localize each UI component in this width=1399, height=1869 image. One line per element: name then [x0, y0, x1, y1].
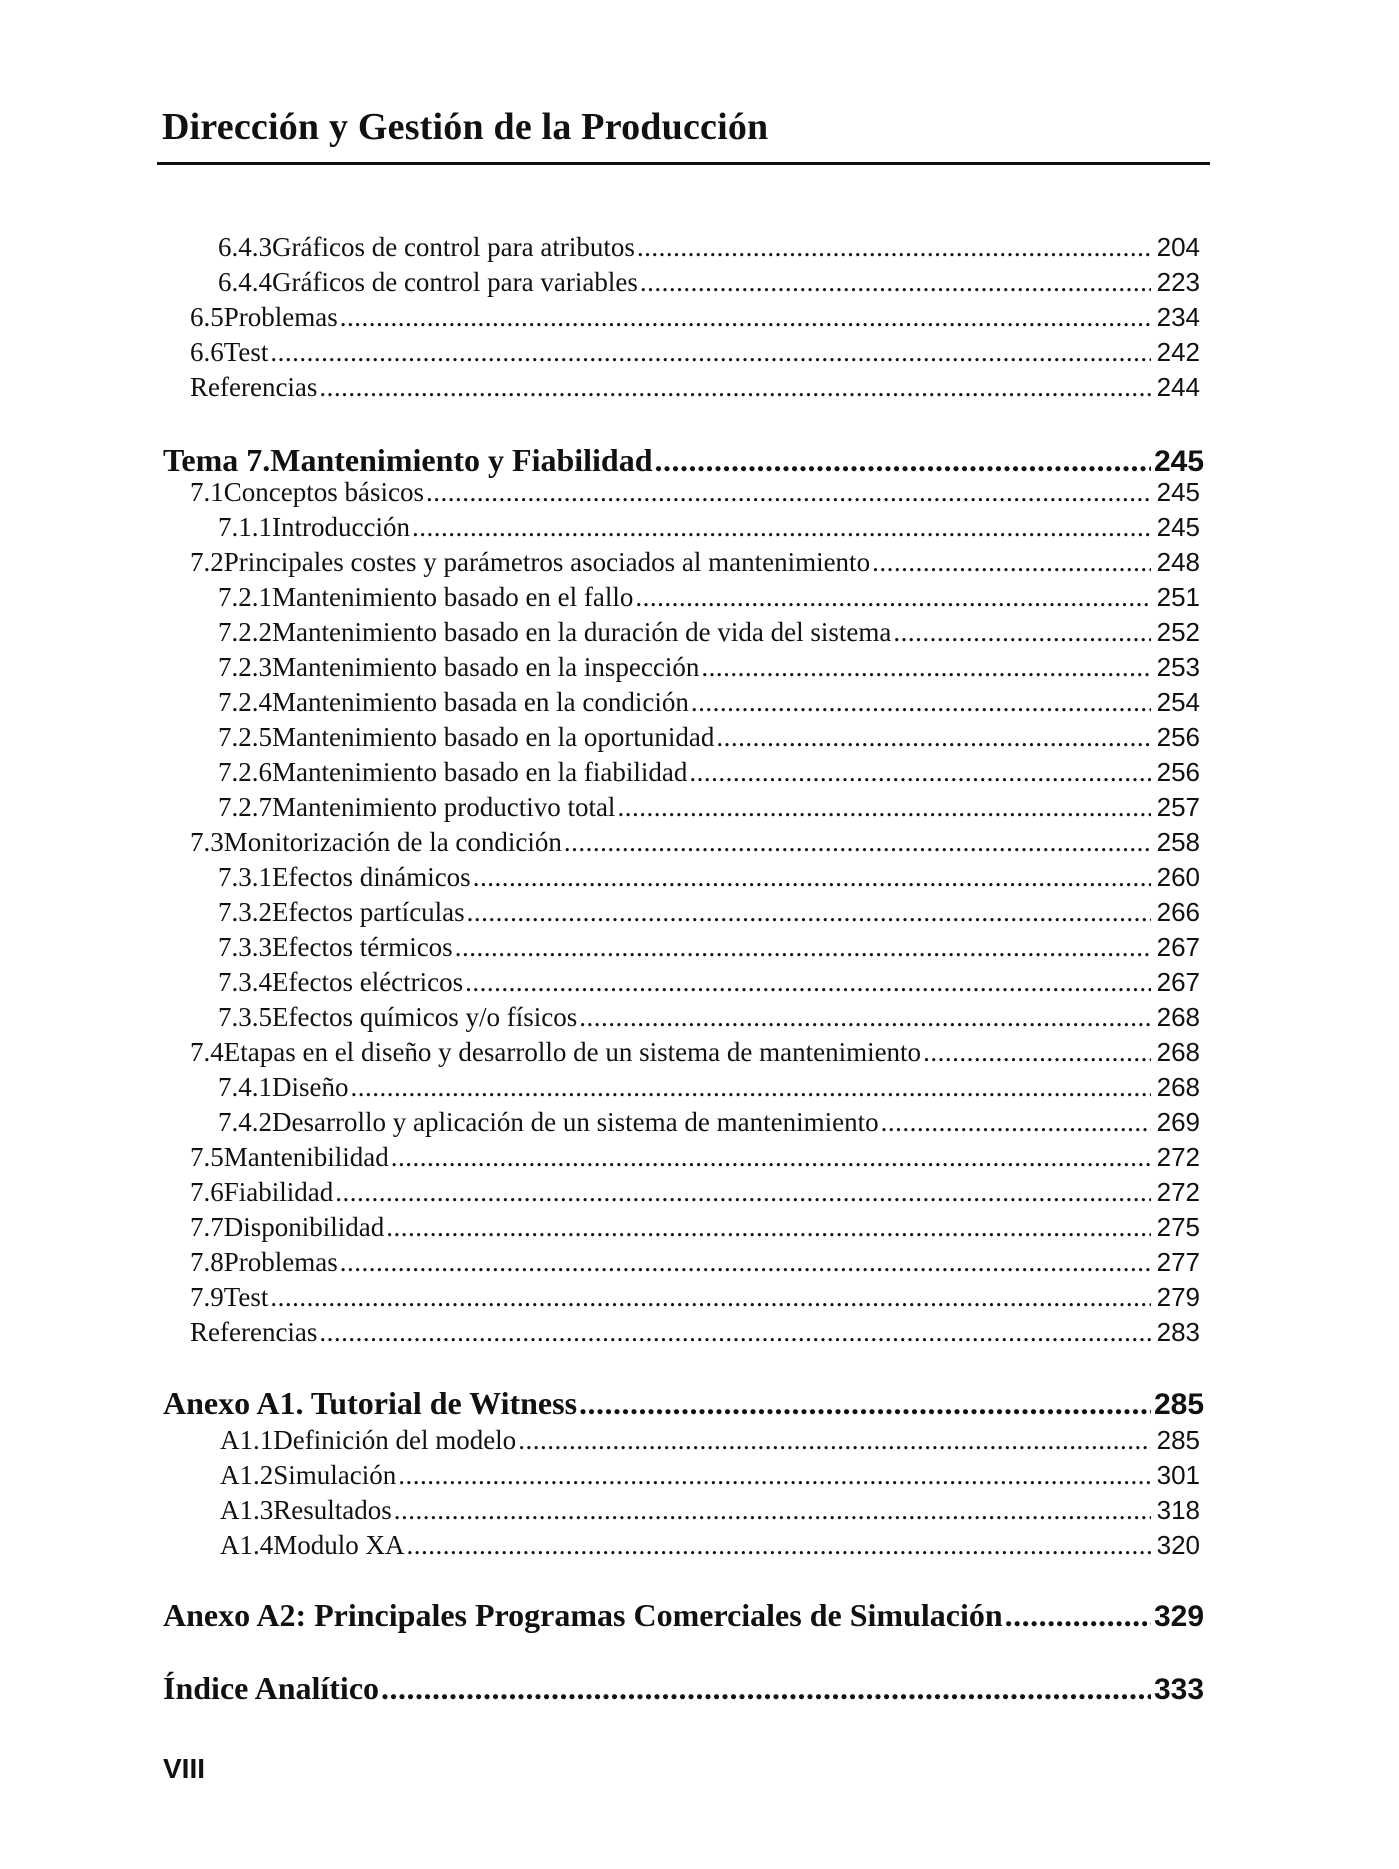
toc-entry-number: 7.2.7	[218, 792, 272, 822]
toc-entry-page: 329	[1154, 1600, 1205, 1633]
toc-entry-number: A1.3	[220, 1495, 274, 1525]
dot-leader	[386, 1212, 1151, 1243]
dot-leader	[270, 1282, 1151, 1313]
dot-leader	[689, 757, 1151, 788]
toc-entry-label: Mantenimiento basada en la condición	[272, 687, 689, 717]
toc-entry[interactable]	[190, 1247, 1200, 1281]
toc-chapter-entry[interactable]	[163, 1597, 1205, 1639]
toc-entry-number: 7.4.1	[218, 1072, 272, 1102]
toc-entry-page: 253	[1156, 652, 1200, 682]
toc-entry-label: Efectos térmicos	[272, 932, 453, 962]
toc-entry-number: 7.5	[190, 1142, 224, 1172]
toc-entry-label: Mantenimiento basado en la duración de vida del sistema	[272, 617, 892, 647]
toc-entry-page: 260	[1156, 862, 1200, 892]
toc-entry-page: 272	[1156, 1142, 1200, 1172]
toc-entry[interactable]	[190, 827, 1200, 861]
page-number: VIII	[163, 1753, 206, 1784]
toc-entry-page: 320	[1156, 1530, 1200, 1560]
toc-entry-label: Anexo A1. Tutorial de Witness	[163, 1385, 578, 1421]
dot-leader	[872, 547, 1151, 578]
toc-entry-number: 7.6	[190, 1177, 224, 1207]
toc-entry-number: 7.3.5	[218, 1002, 272, 1032]
toc-entry-number: 7.2.4	[218, 687, 272, 717]
toc-entry-label: Monitorización de la condición	[223, 827, 562, 857]
dot-leader	[579, 1002, 1151, 1033]
toc-entry[interactable]	[220, 1530, 1200, 1564]
running-header-title: Dirección y Gestión de la Producción	[162, 106, 769, 148]
toc-entry-page: 268	[1156, 1072, 1200, 1102]
toc-entry-number: 7.1.1	[218, 512, 272, 542]
toc-entry-label: Mantenimiento productivo total	[272, 792, 616, 822]
toc-entry-number: 6.6	[190, 337, 224, 367]
toc-entry-page: 245	[1154, 445, 1205, 478]
toc-entry[interactable]	[218, 512, 1200, 546]
dot-leader	[923, 1037, 1151, 1068]
toc-entry-label: Conceptos básicos	[223, 477, 424, 507]
toc-entry[interactable]	[218, 1107, 1200, 1141]
toc-chapter-entry[interactable]	[163, 1670, 1205, 1712]
toc-entry-number: 6.4.3	[218, 232, 272, 262]
dot-leader	[617, 792, 1151, 823]
toc-entry-number: 6.5	[190, 302, 224, 332]
dot-leader	[893, 617, 1151, 648]
toc-entry[interactable]	[218, 757, 1200, 791]
toc-entry-label: Gráficos de control para atributos	[272, 232, 635, 262]
toc-entry[interactable]	[218, 792, 1200, 826]
toc-entry-label: Modulo XA	[273, 1530, 405, 1560]
dot-leader	[270, 337, 1151, 368]
dot-leader	[564, 827, 1151, 858]
dot-leader	[335, 1177, 1151, 1208]
dot-leader	[640, 267, 1151, 298]
toc-entry[interactable]	[220, 1425, 1200, 1459]
toc-entry[interactable]	[220, 1460, 1200, 1494]
dot-leader	[394, 1495, 1151, 1526]
toc-entry-page: 245	[1156, 477, 1200, 507]
toc-entry[interactable]	[218, 967, 1200, 1001]
toc-entry-page: 256	[1156, 757, 1200, 787]
toc-entry-page: 251	[1156, 582, 1200, 612]
dot-leader	[637, 232, 1151, 263]
toc-entry[interactable]	[190, 302, 1200, 336]
toc-entry-number: A1.2	[220, 1460, 274, 1490]
toc-entry[interactable]	[218, 722, 1200, 756]
dot-leader	[881, 1107, 1151, 1138]
dot-leader	[579, 1385, 1151, 1422]
toc-entry-label: Diseño	[272, 1072, 349, 1102]
dot-leader	[518, 1425, 1151, 1456]
dot-leader	[398, 1460, 1151, 1491]
toc-entry-number: 7.2.3	[218, 652, 272, 682]
toc-entry-page: 258	[1156, 827, 1200, 857]
toc-entry-label: Efectos eléctricos	[272, 967, 464, 997]
toc-entry[interactable]	[218, 582, 1200, 616]
toc-entry[interactable]	[218, 267, 1200, 301]
toc-entry-label: Efectos dinámicos	[272, 862, 471, 892]
dot-leader	[319, 372, 1151, 403]
toc-entry-label: Mantenimiento basado en el fallo	[272, 582, 634, 612]
toc-entry[interactable]	[218, 897, 1200, 931]
toc-entry-page: 269	[1156, 1107, 1200, 1137]
toc-entry[interactable]	[190, 1317, 1200, 1351]
toc-entry-page: 204	[1156, 232, 1200, 262]
toc-entry-page: 242	[1156, 337, 1200, 367]
toc-entry-number: 7.2.5	[218, 722, 272, 752]
toc-entry-page: 245	[1156, 512, 1200, 542]
toc-entry-number: A1.1	[220, 1425, 274, 1455]
toc-entry-number: 7.3.2	[218, 897, 272, 927]
toc-entry-label: Problemas	[223, 302, 338, 332]
toc-entry-number: 7.1	[190, 477, 224, 507]
toc-entry-page: 285	[1156, 1425, 1200, 1455]
toc-entry-number: 7.4	[190, 1037, 224, 1067]
toc-entry-label: Gráficos de control para variables	[272, 267, 638, 297]
toc-entry-label: Problemas	[223, 1247, 338, 1277]
toc-entry-label: Mantenimiento basado en la oportunidad	[272, 722, 715, 752]
toc-entry-page: 248	[1156, 547, 1200, 577]
dot-leader	[391, 1142, 1151, 1173]
toc-entry[interactable]	[190, 547, 1200, 581]
toc-entry-label: Test	[223, 337, 269, 367]
dot-leader	[473, 862, 1151, 893]
toc-entry-number: A1.4	[220, 1530, 274, 1560]
dot-leader	[465, 967, 1151, 998]
toc-entry-number: 6.4.4	[218, 267, 272, 297]
toc-entry-page: 285	[1154, 1388, 1205, 1421]
toc-entry-number: 7.2.6	[218, 757, 272, 787]
toc-entry-page: 279	[1156, 1282, 1200, 1312]
toc-entry-label: Test	[223, 1282, 269, 1312]
toc-entry-page: 301	[1156, 1460, 1200, 1490]
toc-entry-page: 256	[1156, 722, 1200, 752]
toc-entry-label: Resultados	[273, 1495, 392, 1525]
toc-entry-number: 7.3	[190, 827, 224, 857]
dot-leader	[701, 652, 1151, 683]
toc-entry[interactable]	[190, 372, 1200, 406]
toc-entry-page: 254	[1156, 687, 1200, 717]
toc-entry-page: 267	[1156, 932, 1200, 962]
dot-leader	[412, 512, 1151, 543]
toc-entry-number: Tema 7.	[163, 442, 271, 478]
dot-leader	[407, 1530, 1151, 1561]
toc-entry[interactable]	[218, 862, 1200, 896]
dot-leader	[319, 1317, 1151, 1348]
toc-entry-label: Referencias	[190, 372, 318, 402]
toc-entry-label: Referencias	[190, 1317, 318, 1347]
toc-entry[interactable]	[218, 1002, 1200, 1036]
toc-entry-page: 268	[1156, 1002, 1200, 1032]
toc-entry[interactable]	[218, 1072, 1200, 1106]
toc-entry-label: Anexo A2: Principales Programas Comerciales de Simulación	[163, 1597, 1003, 1633]
toc-entry-label: Fiabilidad	[223, 1177, 334, 1207]
toc-entry-label: Mantenibilidad	[223, 1142, 389, 1172]
toc-entry-page: 234	[1156, 302, 1200, 332]
dot-leader	[655, 442, 1151, 479]
toc-entry-page: 223	[1156, 267, 1200, 297]
toc-entry[interactable]	[190, 1037, 1200, 1071]
toc-entry[interactable]	[190, 337, 1200, 371]
toc-entry-label: Efectos partículas	[272, 897, 465, 927]
toc-entry[interactable]	[218, 617, 1200, 651]
toc-entry-page: 267	[1156, 967, 1200, 997]
dot-leader	[716, 722, 1151, 753]
toc-entry-label: Mantenimiento y Fiabilidad	[270, 442, 653, 478]
toc-entry-label: Disponibilidad	[223, 1212, 385, 1242]
dot-leader	[455, 932, 1151, 963]
dot-leader	[381, 1670, 1151, 1707]
dot-leader	[426, 477, 1151, 508]
toc-entry-label: Simulación	[273, 1460, 397, 1490]
toc-entry-number: 7.3.1	[218, 862, 272, 892]
toc-entry[interactable]	[190, 1177, 1200, 1211]
dot-leader	[1005, 1597, 1151, 1634]
toc-entry-page: 257	[1156, 792, 1200, 822]
toc-entry-page: 277	[1156, 1247, 1200, 1277]
toc-entry[interactable]	[218, 932, 1200, 966]
dot-leader	[351, 1072, 1152, 1103]
toc-entry-page: 333	[1154, 1673, 1205, 1706]
toc-entry-page: 283	[1156, 1317, 1200, 1347]
toc-entry-label: Mantenimiento basado en la inspección	[272, 652, 700, 682]
toc-entry-number: 7.8	[190, 1247, 224, 1277]
toc-entry[interactable]	[190, 1282, 1200, 1316]
toc-entry-label: Índice Analítico	[163, 1670, 380, 1706]
toc-entry-label: Efectos químicos y/o físicos	[272, 1002, 578, 1032]
toc-entry-number: 7.2.2	[218, 617, 272, 647]
toc-entry[interactable]	[190, 477, 1200, 511]
toc-entry[interactable]	[218, 232, 1200, 266]
toc-entry-page: 244	[1156, 372, 1200, 402]
toc-entry-number: 7.3.3	[218, 932, 272, 962]
toc-entry-number: 7.4.2	[218, 1107, 272, 1137]
toc-entry-label: Introducción	[272, 512, 410, 542]
toc-entry-page: 272	[1156, 1177, 1200, 1207]
toc-entry[interactable]	[218, 687, 1200, 721]
toc-entry-label: Principales costes y parámetros asociados al mantenimiento	[223, 547, 871, 577]
toc-entry-label: Desarrollo y aplicación de un sistema de mantenimiento	[272, 1107, 879, 1137]
toc-entry[interactable]	[190, 1142, 1200, 1176]
toc-entry-number: 7.7	[190, 1212, 224, 1242]
toc-entry[interactable]	[218, 652, 1200, 686]
toc-entry-number: 7.2.1	[218, 582, 272, 612]
toc-entry-page: 266	[1156, 897, 1200, 927]
toc-entry[interactable]	[220, 1495, 1200, 1529]
dot-leader	[691, 687, 1151, 718]
toc-entry-number: 7.3.4	[218, 967, 272, 997]
toc-entry-label: Etapas en el diseño y desarrollo de un sistema de mantenimiento	[223, 1037, 922, 1067]
dot-leader	[340, 1247, 1151, 1278]
toc-entry[interactable]	[190, 1212, 1200, 1246]
toc-entry-page: 268	[1156, 1037, 1200, 1067]
dot-leader	[340, 302, 1151, 333]
dot-leader	[635, 582, 1151, 613]
toc-entry-number: 7.9	[190, 1282, 224, 1312]
toc-entry-page: 318	[1156, 1495, 1200, 1525]
toc-entry-page: 275	[1156, 1212, 1200, 1242]
dot-leader	[467, 897, 1151, 928]
toc-entry-page: 252	[1156, 617, 1200, 647]
toc-chapter-entry[interactable]	[163, 1385, 1205, 1427]
toc-entry-label: Mantenimiento basado en la fiabilidad	[272, 757, 688, 787]
toc-entry-label: Definición del modelo	[273, 1425, 517, 1455]
toc-entry-number: 7.2	[190, 547, 224, 577]
